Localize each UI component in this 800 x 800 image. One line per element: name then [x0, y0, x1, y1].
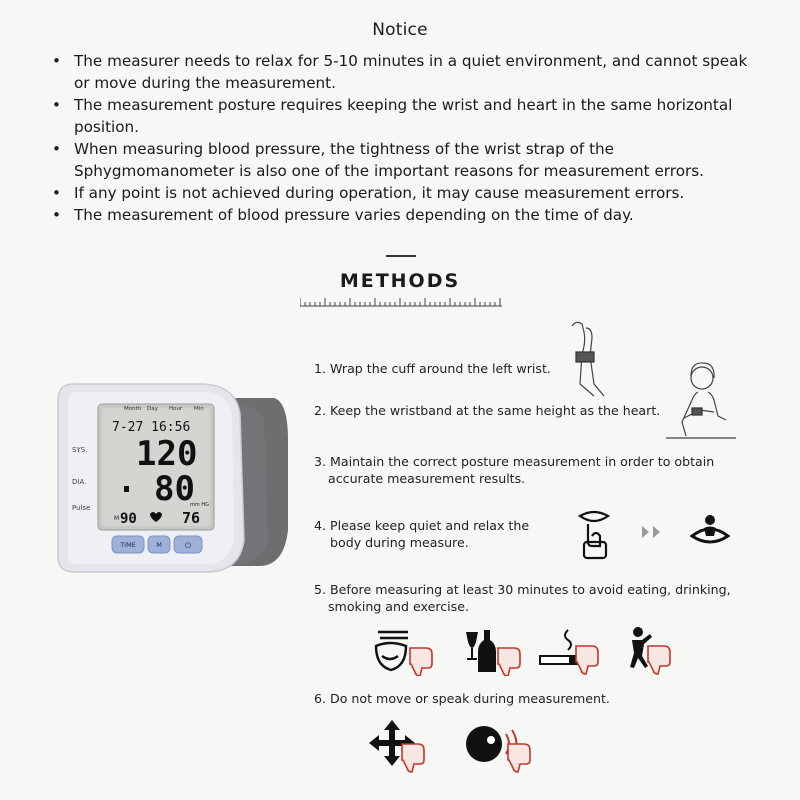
lcd-label-day: Day	[147, 406, 158, 412]
bullet: •	[52, 96, 61, 114]
notice-list	[52, 50, 752, 226]
step-text: 6. Do not move or speak during measurement.	[314, 691, 610, 706]
step-3	[314, 453, 714, 487]
notice-item	[52, 94, 752, 138]
bullet: •	[52, 52, 61, 70]
blood-pressure-monitor	[54, 380, 304, 580]
bullet: •	[52, 184, 61, 202]
notice-item	[52, 138, 752, 182]
relaxed-person-icon	[690, 514, 730, 548]
step-text: 5. Before measuring at least 30 minutes to avoid eating, drinking,	[314, 582, 731, 597]
lcd-label-min: Min	[194, 406, 204, 412]
step-text: 4. Please keep quiet and relax the	[314, 518, 530, 533]
shh-finger-icon	[576, 506, 612, 562]
section-divider	[386, 255, 416, 257]
wrist-cuff-icon	[560, 318, 630, 398]
time-button-label: TIME	[120, 541, 136, 549]
step-1	[314, 360, 551, 377]
lcd-label-hour: Hour	[169, 406, 183, 412]
thumbs-down-icon	[410, 648, 432, 676]
arrow-right-icon	[640, 524, 666, 540]
lcd-memory-value: 90	[120, 511, 137, 527]
step-6	[314, 690, 610, 707]
memory-button-label: M	[156, 541, 162, 549]
no-drinking-icon	[464, 628, 530, 676]
power-icon: ⏻	[184, 541, 192, 550]
lcd-memory-label: M	[114, 515, 120, 522]
step-text-continued: smoking and exercise.	[328, 599, 469, 614]
dia-label: DIA.	[72, 478, 87, 486]
lcd-sys-value: 120	[136, 434, 198, 474]
notice-item	[52, 204, 752, 226]
lcd-indicator	[124, 486, 129, 492]
lcd-label-month: Month	[124, 406, 142, 412]
lcd-dia-value: 80	[154, 469, 195, 509]
ruler-decoration	[300, 296, 502, 308]
step-text: 1. Wrap the cuff around the left wrist.	[314, 361, 551, 376]
step-5	[314, 581, 731, 615]
lcd-datetime: 7-27 16:56	[112, 420, 191, 435]
notice-item	[52, 182, 752, 204]
lcd-unit: mm HG	[190, 502, 209, 508]
step-text: 3. Maintain the correct posture measurement in order to obtain	[314, 454, 715, 469]
no-eating-icon	[372, 626, 438, 676]
thumbs-down-icon	[648, 646, 670, 674]
notice-item-text: The measurement posture requires keeping the wrist and heart in the same horizontal position.	[74, 96, 733, 136]
step-text: 2. Keep the wristband at the same height as the heart.	[314, 403, 661, 418]
step-text-continued: accurate measurement results.	[328, 471, 526, 486]
notice-item-text: The measurer needs to relax for 5-10 minutes in a quiet environment, and cannot speak or move during the measurement.	[74, 52, 748, 92]
notice-item-text: If any point is not achieved during operation, it may cause measurement errors.	[74, 184, 685, 202]
step-4	[314, 517, 529, 551]
step-text-continued: body during measure.	[330, 535, 469, 550]
notice-item	[52, 50, 752, 94]
thumbs-down-icon	[498, 648, 520, 676]
sys-label: SYS.	[72, 446, 88, 454]
step-2	[314, 402, 660, 419]
notice-title: Notice	[372, 20, 428, 40]
bullet: •	[52, 140, 61, 158]
methods-title: METHODS	[339, 270, 461, 292]
no-speaking-icon	[464, 722, 538, 776]
thumbs-down-icon	[508, 744, 530, 772]
bullet: •	[52, 206, 61, 224]
thumbs-down-icon	[402, 744, 424, 772]
no-exercise-icon	[624, 626, 684, 676]
no-smoking-icon	[538, 628, 608, 676]
person-arm-raised-icon	[664, 362, 744, 442]
notice-item-text: The measurement of blood pressure varies depending on the time of day.	[74, 206, 634, 224]
notice-item-text: When measuring blood pressure, the tightness of the wrist strap of the Sphygmomanometer is also one of the important reasons for measurement errors.	[74, 140, 704, 180]
lcd-pulse-value: 76	[182, 509, 201, 527]
thumbs-down-icon	[576, 646, 598, 674]
pulse-label: Pulse	[72, 504, 91, 512]
no-moving-icon	[368, 720, 434, 776]
